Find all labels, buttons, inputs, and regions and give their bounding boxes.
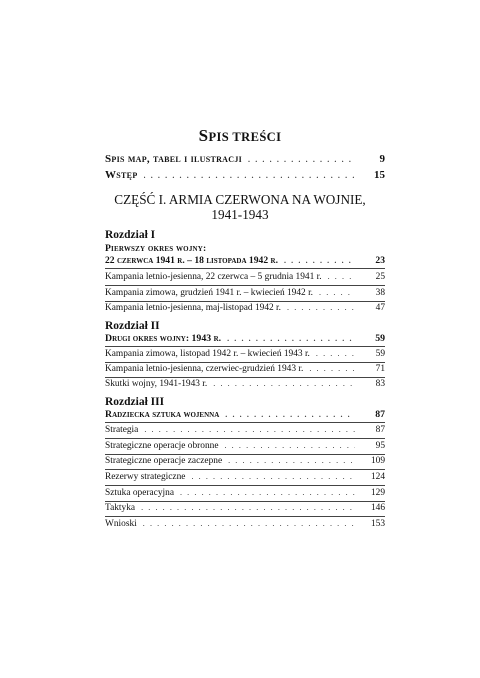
page-number: 83: [375, 379, 385, 389]
page-number: 59: [375, 349, 385, 359]
page-number: 146: [370, 503, 385, 513]
page-number: 59: [375, 333, 385, 344]
toc-title: SPIS TREŚCI: [198, 126, 282, 145]
toc-entry-list-of-maps[interactable]: Spis map, tabel i ilustracji . . . 9: [105, 153, 385, 165]
page-number: 124: [370, 472, 385, 482]
toc-entry[interactable]: Strategiczne operacje obronne . . . 95: [105, 441, 385, 451]
toc-entry[interactable]: Sztuka operacyjna . . . 129: [105, 488, 385, 498]
page-number: 25: [375, 272, 385, 282]
toc-entry[interactable]: Kampania letnio-jesienna, czerwiec-grudzień 1943 r. . . . 71: [105, 364, 385, 374]
separator-line: [105, 422, 385, 423]
dot-leader: [316, 349, 355, 358]
chapter-2-heading: Rozdział II: [105, 320, 160, 332]
toc-entry-introduction[interactable]: Wstęp . . . 15: [105, 169, 385, 181]
dot-leader: [144, 425, 355, 434]
dot-leader: [141, 503, 355, 512]
toc-entry[interactable]: Kampania letnio-jesienna, 22 czerwca – 5 grudnia 1941 r. . . . 25: [105, 272, 385, 282]
page-number: 95: [375, 441, 385, 451]
chapter-1-subtitle: Pierwszy okres wojny:: [105, 243, 207, 254]
separator-line: [105, 346, 385, 347]
dot-leader: [143, 519, 355, 528]
dot-leader: [224, 441, 355, 450]
dot-leader: [309, 364, 355, 373]
separator-line: [105, 438, 385, 439]
toc-entry[interactable]: Kampania zimowa, listopad 1942 r. – kwiecień 1943 r. . . . 59: [105, 349, 385, 359]
page-number: 153: [370, 519, 385, 529]
dot-leader: [328, 272, 355, 281]
dot-leader: [228, 456, 355, 465]
dot-leader: [191, 472, 355, 481]
page-number: 23: [375, 255, 385, 266]
dot-leader: [248, 155, 355, 164]
chapter-2-subtitle-entry[interactable]: Drugi okres wojny: 1943 r. . . . 59: [105, 333, 385, 344]
separator-line: [105, 377, 385, 378]
separator-line: [105, 285, 385, 286]
toc-entry[interactable]: Kampania zimowa, grudzień 1941 r. – kwiecień 1942 r. . . . 38: [105, 288, 385, 298]
dot-leader: [144, 171, 355, 180]
separator-line: [105, 301, 385, 302]
dot-leader: [225, 410, 355, 419]
page-number: 129: [370, 488, 385, 498]
dot-leader: [180, 488, 355, 497]
chapter-3-heading: Rozdział III: [105, 396, 165, 408]
toc-entry[interactable]: Strategia . . . 87: [105, 425, 385, 435]
page-number: 87: [375, 425, 385, 435]
chapter-1-heading: Rozdział I: [105, 229, 156, 241]
separator-line: [105, 454, 385, 455]
dot-leader: [287, 303, 355, 312]
chapter-3-subtitle-entry[interactable]: Radziecka sztuka wojenna . . . 87: [105, 409, 385, 420]
toc-entry[interactable]: Taktyka . . . 146: [105, 503, 385, 513]
chapter-1-dates-entry[interactable]: 22 czerwca 1941 r. – 18 listopada 1942 r. . . . 23: [105, 255, 385, 266]
page-number: 38: [375, 288, 385, 298]
separator-line: [105, 268, 385, 269]
toc-entry[interactable]: Strategiczne operacje zaczepne . . . 109: [105, 456, 385, 466]
page-number: 47: [375, 303, 385, 313]
separator-line: [105, 469, 385, 470]
dot-leader: [227, 334, 355, 343]
page-number: 15: [374, 169, 385, 181]
page-number: 9: [379, 153, 385, 165]
dot-leader: [284, 256, 355, 265]
toc-entry[interactable]: Rezerwy strategiczne . . . 124: [105, 472, 385, 482]
separator-line: [105, 501, 385, 502]
page-number: 71: [375, 364, 385, 374]
toc-entry[interactable]: Wnioski . . . 153: [105, 519, 385, 529]
part-heading: CZĘŚĆ I. ARMIA CZERWONA NA WOJNIE, 1941-1943: [114, 192, 366, 222]
dot-leader: [319, 288, 355, 297]
separator-line: [105, 485, 385, 486]
page-number: 87: [375, 409, 385, 420]
page-number: 109: [370, 456, 385, 466]
dot-leader: [213, 379, 355, 388]
toc-entry[interactable]: Skutki wojny, 1941-1943 r. . . . 83: [105, 379, 385, 389]
separator-line: [105, 362, 385, 363]
separator-line: [105, 516, 385, 517]
toc-entry[interactable]: Kampania letnio-jesienna, maj-listopad 1942 r. . . . 47: [105, 303, 385, 313]
